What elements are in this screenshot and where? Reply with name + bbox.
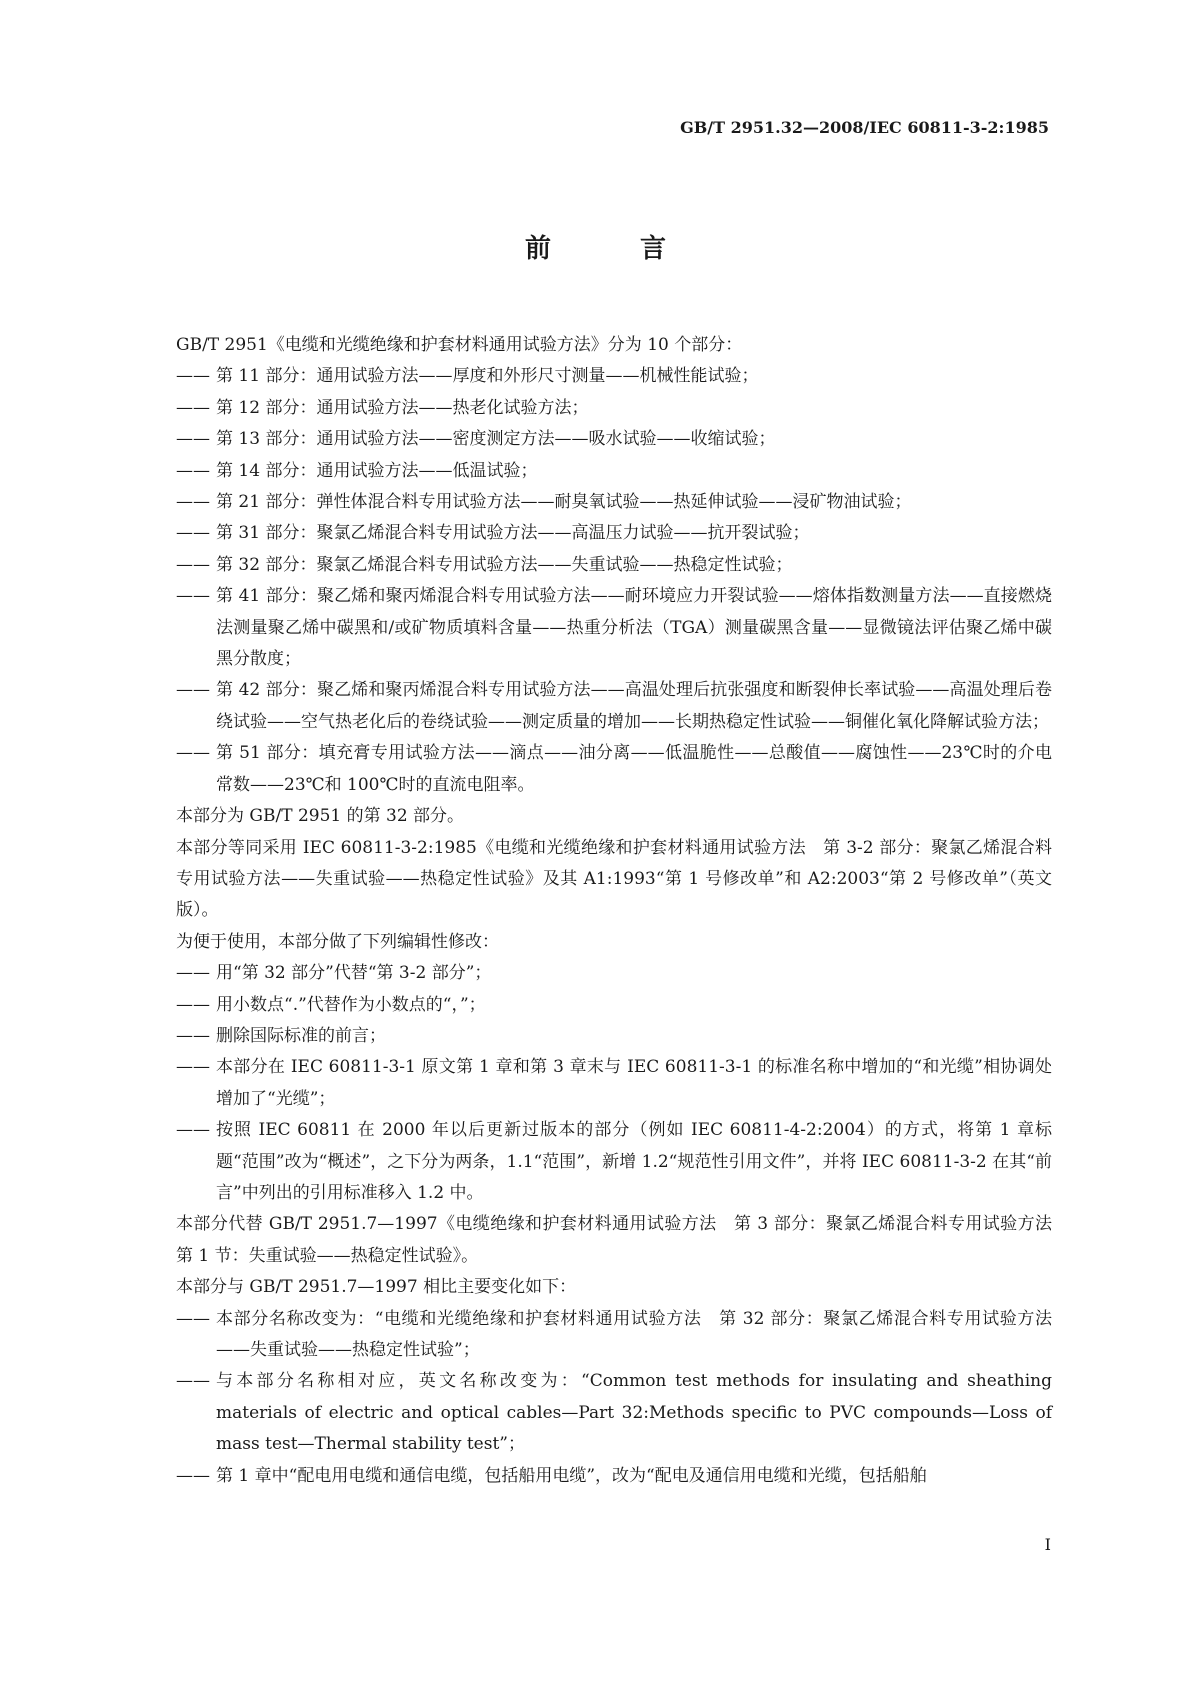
list-item — [176, 456, 1052, 487]
list-item-text: 本部分名称改变为：“电缆和光缆绝缘和护套材料通用试验方法 第 32 部分：聚氯乙烯混合料专用试验方法——失重试验——热稳定性试验”； — [216, 1308, 1052, 1360]
dash-marker: —— — [176, 1308, 210, 1329]
replacement-paragraph: 本部分代替 GB/T 2951.7—1997《电缆绝缘和护套材料通用试验方法 第 3 部分：聚氯乙烯混合料专用试验方法 第 1 节：失重试验——热稳定性试验》。 — [176, 1214, 1069, 1266]
changes-intro-paragraph: 本部分与 GB/T 2951.7—1997 相比主要变化如下： — [176, 1277, 577, 1298]
list-item — [176, 393, 1052, 424]
editorial-intro-paragraph: 为便于使用，本部分做了下列编辑性修改： — [176, 931, 499, 952]
list-item — [176, 487, 1052, 518]
dash-marker: —— — [176, 1025, 210, 1046]
dash-marker: —— — [176, 460, 210, 481]
dash-marker: —— — [176, 366, 210, 387]
dash-marker: —— — [176, 429, 210, 450]
dash-marker: —— — [176, 1120, 210, 1141]
list-item-text: 按照 IEC 60811 在 2000 年以后更新过版本的部分（例如 IEC 60811-4-2:2004）的方式，将第 1 章标题“范围”改为“概述”，之下分为两条，1.1“范围”，新增 1.2“规范性引用文件”，并将 IEC 60811-3-2 在其“前言”中列出的引用标准移入 1.2 中。 — [216, 1120, 1052, 1203]
list-item — [176, 738, 1052, 801]
list-item — [176, 1021, 1052, 1052]
list-item-text: 第 42 部分：聚乙烯和聚丙烯混合料专用试验方法——高温处理后抗张强度和断裂伸长率试验——高温处理后卷绕试验——空气热老化后的卷绕试验——测定质量的增加——长期热稳定性试验——铜催化氧化降解试验方法； — [216, 680, 1052, 732]
list-item-text: 与本部分名称相对应，英文名称改变为：“Common test methods for insulating and sheathing materials of electric and optical cables—Part 32:Methods specific to PVC compounds—Loss of mass test—Thermal stability test”； — [216, 1371, 1052, 1455]
dash-marker: —— — [176, 743, 210, 764]
page-number: I — [1044, 1535, 1051, 1554]
dash-marker: —— — [176, 680, 210, 701]
dash-marker: —— — [176, 1465, 210, 1486]
list-item-text: 本部分在 IEC 60811-3-1 原文第 1 章和第 3 章末与 IEC 60811-3-1 的标准名称中增加的“和光缆”相协调处增加了“光缆”； — [216, 1057, 1052, 1109]
list-item-text: 第 51 部分：填充膏专用试验方法——滴点——油分离——低温脆性——总酸值——腐蚀性——23℃时的介电常数——23℃和 100℃时的直流电阻率。 — [216, 743, 1052, 795]
dash-marker: —— — [176, 1057, 210, 1078]
parts-list — [176, 361, 1052, 801]
dash-marker: —— — [176, 963, 210, 984]
part-statement-paragraph: 本部分为 GB/T 2951 的第 32 部分。 — [176, 806, 465, 827]
list-item-text: 第 1 章中“配电用电缆和通信电缆，包括船用电缆”，改为“配电及通信用电缆和光缆，包括船舶 — [216, 1465, 927, 1486]
list-item-text: 第 13 部分：通用试验方法——密度测定方法——吸水试验——收缩试验； — [216, 429, 776, 450]
list-item-text: 第 32 部分：聚氯乙烯混合料专用试验方法——失重试验——热稳定性试验； — [216, 554, 793, 575]
list-item-text: 第 12 部分：通用试验方法——热老化试验方法； — [216, 397, 589, 418]
dash-marker: —— — [176, 523, 210, 544]
dash-marker: —— — [176, 397, 210, 418]
dash-marker: —— — [176, 586, 210, 607]
list-item — [176, 518, 1052, 549]
dash-marker: —— — [176, 492, 210, 513]
list-item — [176, 550, 1052, 581]
list-item-text: 用小数点“.”代替作为小数点的“，”； — [216, 994, 486, 1015]
list-item-text: 用“第 32 部分”代替“第 3-2 部分”； — [216, 963, 492, 984]
list-item — [176, 1461, 1052, 1492]
dash-marker: —— — [176, 1371, 210, 1392]
list-item — [176, 1115, 1052, 1209]
list-item — [176, 1052, 1052, 1115]
list-item-text: 第 14 部分：通用试验方法——低温试验； — [216, 460, 538, 481]
list-item — [176, 1366, 1052, 1460]
page-title: 前 言 — [524, 234, 707, 264]
list-item — [176, 958, 1052, 989]
list-item — [176, 424, 1052, 455]
adoption-paragraph: 本部分等同采用 IEC 60811-3-2:1985《电缆和光缆绝缘和护套材料通用试验方法 第 3-2 部分：聚氯乙烯混合料专用试验方法——失重试验——热稳定性试验》及其 A1:1993“第 1 号修改单”和 A2:2003“第 2 号修改单”（英文版）。 — [176, 837, 1052, 921]
dash-marker: —— — [176, 994, 210, 1015]
editorial-changes-list — [176, 958, 1052, 1209]
list-item — [176, 1304, 1052, 1367]
document-code-header: GB/T 2951.32—2008/IEC 60811-3-2:1985 — [680, 118, 1049, 137]
list-item-text: 第 41 部分：聚乙烯和聚丙烯混合料专用试验方法——耐环境应力开裂试验——熔体指数测量方法——直接燃烧法测量聚乙烯中碳黑和/或矿物质填料含量——热重分析法（TGA）测量碳黑含量——显微镜法评估聚乙烯中碳黑分散度； — [216, 586, 1052, 670]
document-body — [176, 330, 1069, 1492]
list-item-text: 删除国际标准的前言； — [216, 1025, 386, 1046]
list-item-text: 第 11 部分：通用试验方法——厚度和外形尺寸测量——机械性能试验； — [216, 366, 759, 387]
list-item-text: 第 21 部分：弹性体混合料专用试验方法——耐臭氧试验——热延伸试验——浸矿物油试验； — [216, 492, 912, 513]
main-changes-list — [176, 1304, 1052, 1492]
list-item — [176, 581, 1052, 675]
list-item — [176, 361, 1052, 392]
list-item — [176, 990, 1052, 1021]
intro-paragraph: GB/T 2951《电缆和光缆绝缘和护套材料通用试验方法》分为 10 个部分： — [176, 335, 743, 355]
list-item-text: 第 31 部分：聚氯乙烯混合料专用试验方法——高温压力试验——抗开裂试验； — [216, 523, 810, 544]
dash-marker: —— — [176, 554, 210, 575]
list-item — [176, 675, 1052, 738]
